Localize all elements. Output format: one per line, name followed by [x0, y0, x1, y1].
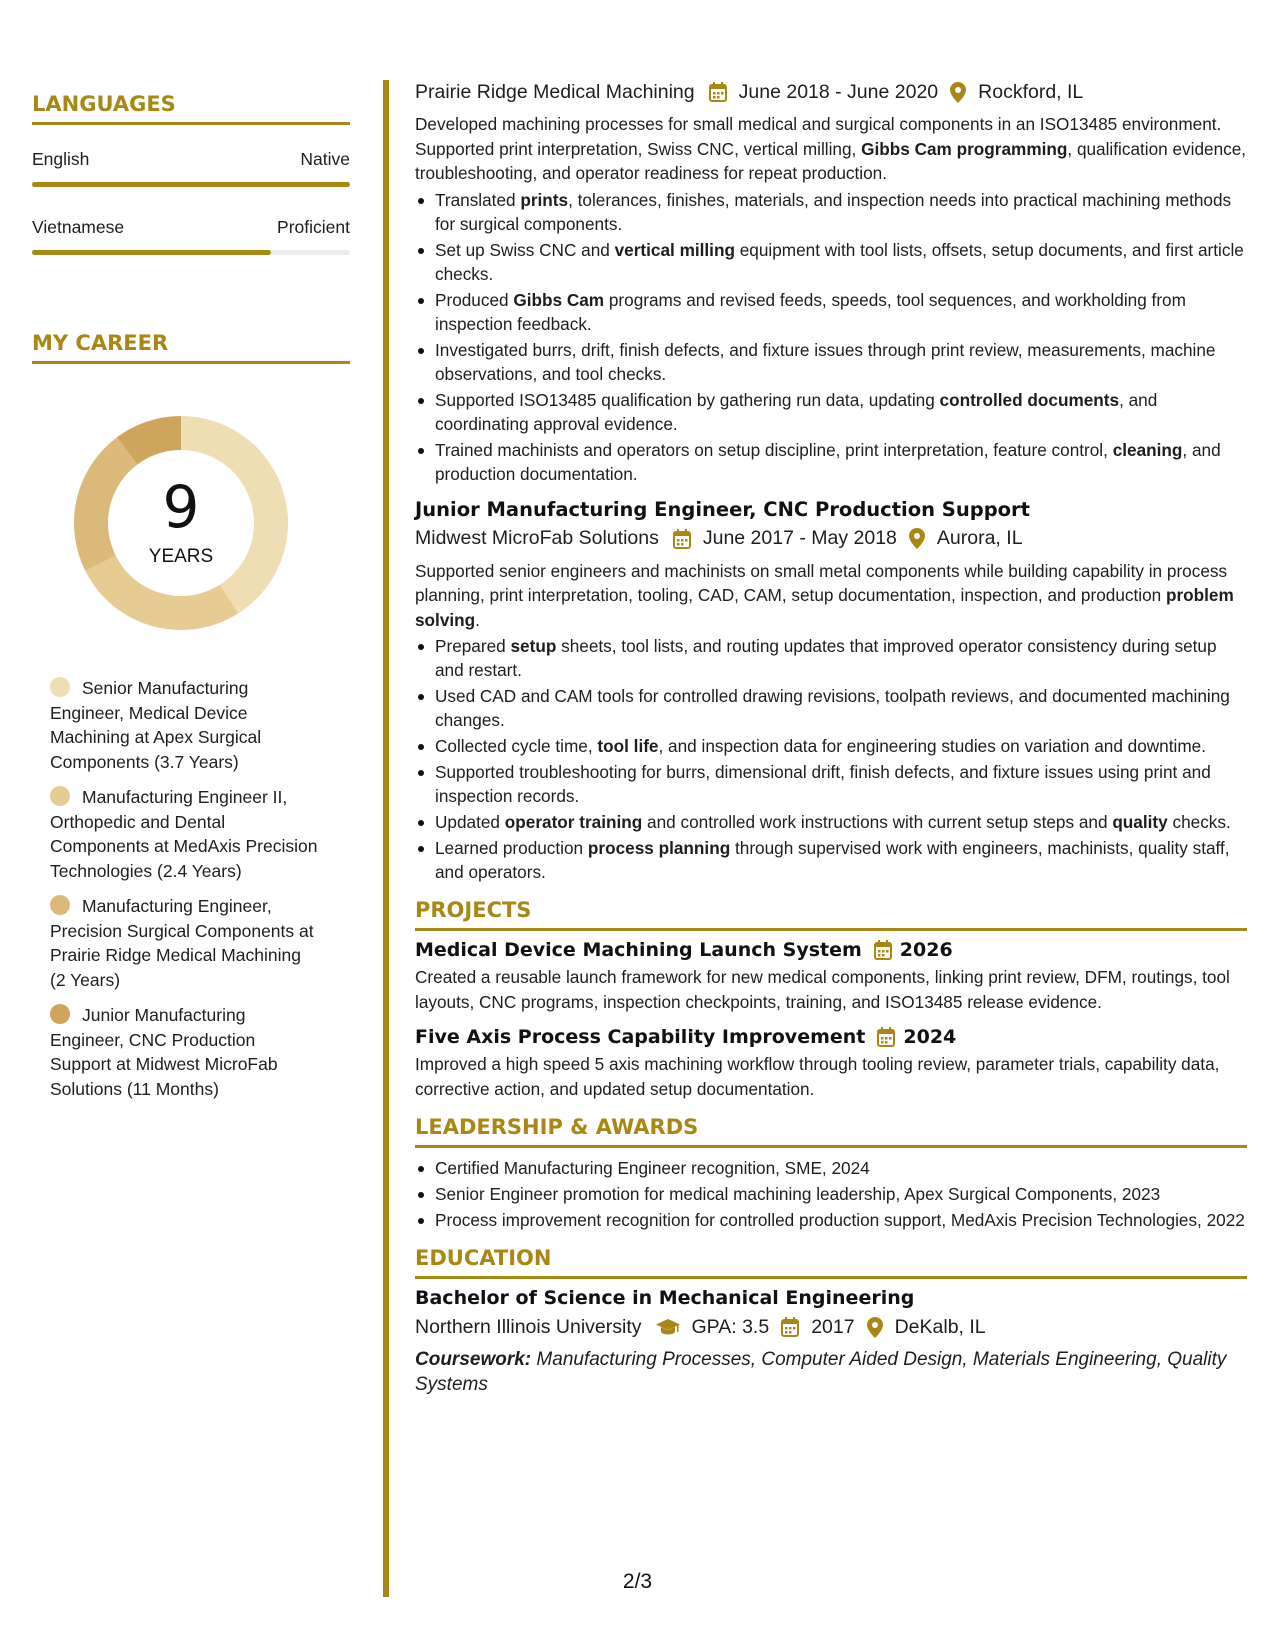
bullet-text: Collected cycle time,	[435, 736, 598, 756]
career-legend-item	[50, 785, 320, 883]
bullet-text: Set up Swiss CNC and	[435, 239, 615, 260]
language-level: Proficient	[277, 217, 350, 237]
company-name: Midwest MicroFab Solutions	[415, 527, 659, 549]
section-divider	[415, 928, 1247, 931]
summary-text: , qualification evidence, troubleshooting, and operator readiness for repeat production.	[415, 138, 1247, 183]
projects-heading: PROJECTS	[415, 898, 532, 922]
calendar-icon	[781, 1317, 799, 1337]
job-bullet	[415, 188, 1247, 236]
summary-keyword: problem solving	[415, 585, 1234, 630]
coursework	[415, 1347, 1247, 1397]
bullet-text: Investigated burrs, drift, finish defects, and fixture issues through print review, measurements, machine observations, and tool checks.	[435, 339, 1216, 384]
bullet-keyword: operator training	[504, 812, 643, 832]
language-row	[32, 217, 350, 238]
awards-heading: LEADERSHIP & AWARDS	[415, 1115, 699, 1139]
award-item: Certified Manufacturing Engineer recognition, SME, 2024	[415, 1156, 1247, 1180]
project-title: Medical Device Machining Launch System	[415, 939, 862, 961]
bullet-text: Trained machinists and operators on setup discipline, print interpretation, feature control,	[435, 439, 1113, 460]
job-location: Aurora, IL	[936, 527, 1023, 549]
summary-keyword: Gibbs Cam programming	[861, 138, 1068, 159]
project-title-row	[415, 1026, 1247, 1048]
language-name: English	[32, 149, 90, 169]
language-proficiency-fill	[32, 182, 350, 187]
bullet-keyword: tool life	[597, 736, 659, 756]
bullet-text: Prepared	[435, 636, 511, 656]
vertical-divider	[383, 80, 389, 1597]
legend-dot	[50, 677, 70, 697]
education-location: DeKalb, IL	[894, 1315, 986, 1338]
career-legend	[50, 676, 320, 1101]
job-dates: June 2017 - May 2018	[702, 527, 897, 549]
section-divider	[32, 122, 350, 125]
bullet-keyword: process planning	[587, 838, 731, 858]
language-proficiency-bar	[32, 250, 350, 255]
coursework-list: Manufacturing Processes, Computer Aided Design, Materials Engineering, Quality Systems	[415, 1349, 1227, 1395]
project-year: 2026	[899, 939, 953, 961]
project-description: Created a reusable launch framework for new medical components, linking print review, DFM, routings, tool layouts, CNC programs, inspection checkpoints, training, and ISO13485 release evidence.	[415, 967, 1230, 1012]
calendar-icon	[673, 529, 691, 549]
sidebar	[32, 92, 350, 1112]
degree-title: Bachelor of Science in Mechanical Engineering	[415, 1287, 915, 1309]
company-name: Prairie Ridge Medical Machining	[415, 80, 695, 103]
career-donut-chart	[66, 408, 296, 638]
graduation-year: 2017	[811, 1315, 855, 1338]
bullet-text: , and inspection data for engineering studies on variation and downtime.	[658, 736, 1206, 756]
bullet-keyword: setup	[510, 636, 557, 656]
bullet-text: equipment with tool lists, offsets, setup documents, and first article checks.	[435, 239, 1244, 284]
gpa: GPA: 3.5	[691, 1315, 770, 1338]
job-dates: June 2018 - June 2020	[738, 80, 939, 103]
bullet-text: Supported troubleshooting for burrs, dimensional drift, finish defects, and fixture issues using print and inspection records.	[435, 762, 1211, 806]
bullet-text: and controlled work instructions with current setup steps and	[642, 812, 1113, 832]
job-title: Junior Manufacturing Engineer, CNC Production Support	[415, 497, 1030, 521]
career-legend-text: Junior Manufacturing Engineer, CNC Production Support at Midwest MicroFab Solutions (11 Months)	[50, 1005, 278, 1099]
page-number: 2/3	[622, 1570, 653, 1593]
career-legend-item	[50, 1003, 320, 1101]
career-heading: MY CAREER	[32, 331, 169, 355]
project-year: 2024	[903, 1026, 957, 1048]
awards-list	[415, 1156, 1247, 1232]
section-divider	[32, 361, 350, 364]
location-pin-icon	[867, 1317, 883, 1338]
project-title-row	[415, 939, 1247, 961]
bullet-keyword: prints	[520, 189, 569, 210]
bullet-text: , and production documentation.	[435, 439, 1221, 484]
job-bullet	[415, 388, 1247, 436]
summary-text: Supported senior engineers and machinists on small metal components while building capability in process planning, print interpretation, tooling, CAD, CAM, setup documentation, inspection, and production	[415, 560, 1228, 605]
award-item: Senior Engineer promotion for medical machining leadership, Apex Surgical Components, 2023	[415, 1182, 1247, 1206]
calendar-icon	[709, 82, 727, 102]
job-bullet	[415, 836, 1247, 884]
job-meta	[415, 525, 1247, 553]
summary-text: .	[475, 609, 480, 630]
project-title: Five Axis Process Capability Improvement	[415, 1026, 866, 1048]
bullet-keyword: vertical milling	[614, 239, 735, 260]
bullet-text: Updated	[435, 812, 505, 832]
language-name: Vietnamese	[32, 217, 125, 237]
language-proficiency-fill	[32, 250, 271, 255]
bullet-text: Learned production	[435, 838, 588, 858]
languages-heading: LANGUAGES	[32, 92, 176, 116]
job-meta	[415, 78, 1247, 106]
career-legend-item	[50, 676, 320, 774]
job-bullet	[415, 810, 1247, 834]
project-description: Improved a high speed 5 axis machining workflow through tooling review, parameter trials, capability data, corrective action, and updated setup documentation.	[415, 1054, 1220, 1099]
job-bullet	[415, 288, 1247, 336]
coursework-label: Coursework:	[415, 1349, 532, 1370]
career-legend-text: Senior Manufacturing Engineer, Medical Device Machining at Apex Surgical Components (3.7 Years)	[50, 678, 262, 772]
bullet-text: Used CAD and CAM tools for controlled drawing revisions, toolpath reviews, and documented machining changes.	[435, 686, 1230, 730]
bullet-text: , and coordinating approval evidence.	[435, 389, 1158, 434]
bullet-keyword: cleaning	[1112, 439, 1183, 460]
job-bullet	[415, 238, 1247, 286]
summary-text: Developed machining processes for small medical and surgical components in an ISO13485 environment. Supported print interpretation, Swiss CNC, vertical milling,	[415, 114, 1222, 159]
career-legend-text: Manufacturing Engineer, Precision Surgical Components at Prairie Ridge Medical Machining (2 Years)	[50, 896, 314, 990]
legend-dot	[50, 895, 70, 915]
job-bullet	[415, 734, 1247, 758]
legend-dot	[50, 1004, 70, 1024]
bullet-text: , tolerances, finishes, materials, and inspection needs into practical machining methods for surgical components.	[435, 189, 1232, 234]
main-content	[415, 78, 1247, 1397]
job-summary	[415, 112, 1247, 186]
bullet-text: Translated	[435, 189, 521, 210]
school-name: Northern Illinois University	[415, 1315, 642, 1338]
bullet-text: programs and revised feeds, speeds, tool sequences, and workholding from inspection feedback.	[435, 289, 1186, 334]
job-bullet	[415, 438, 1247, 486]
bullet-text: checks.	[1167, 812, 1231, 832]
career-legend-text: Manufacturing Engineer II, Orthopedic and Dental Components at MedAxis Precision Technologies (2.4 Years)	[50, 787, 318, 881]
career-legend-item	[50, 894, 320, 992]
location-pin-icon	[909, 528, 925, 549]
language-row	[32, 149, 350, 170]
job-bullet	[415, 760, 1247, 808]
location-pin-icon	[950, 82, 966, 103]
section-divider	[415, 1145, 1247, 1148]
legend-dot	[50, 786, 70, 806]
bullet-text: Produced	[435, 289, 514, 310]
job-bullets	[415, 188, 1247, 486]
bullet-text: sheets, tool lists, and routing updates that improved operator consistency during setup and restart.	[435, 636, 1217, 680]
education-meta	[415, 1313, 1247, 1341]
calendar-icon	[877, 1027, 895, 1047]
career-total-unit: YEARS	[148, 546, 214, 567]
section-divider	[415, 1276, 1247, 1279]
bullet-keyword: quality	[1112, 812, 1168, 832]
calendar-icon	[874, 940, 892, 960]
job-bullet	[415, 338, 1247, 386]
language-level: Native	[300, 149, 350, 169]
job-summary	[415, 559, 1247, 633]
award-item: Process improvement recognition for controlled production support, MedAxis Precision Technologies, 2022	[415, 1208, 1247, 1232]
career-total-number: 9	[162, 473, 200, 541]
bullet-text: Supported ISO13485 qualification by gathering run data, updating	[435, 389, 940, 410]
education-heading: EDUCATION	[415, 1246, 552, 1270]
job-bullet	[415, 634, 1247, 682]
job-bullets	[415, 634, 1247, 884]
bullet-keyword: controlled documents	[939, 389, 1120, 410]
graduation-cap-icon	[656, 1318, 680, 1336]
bullet-text: through supervised work with engineers, machinists, quality staff, and operators.	[435, 838, 1230, 882]
job-location: Rockford, IL	[978, 80, 1084, 103]
job-bullet	[415, 684, 1247, 732]
bullet-keyword: Gibbs Cam	[513, 289, 605, 310]
language-proficiency-bar	[32, 182, 350, 187]
